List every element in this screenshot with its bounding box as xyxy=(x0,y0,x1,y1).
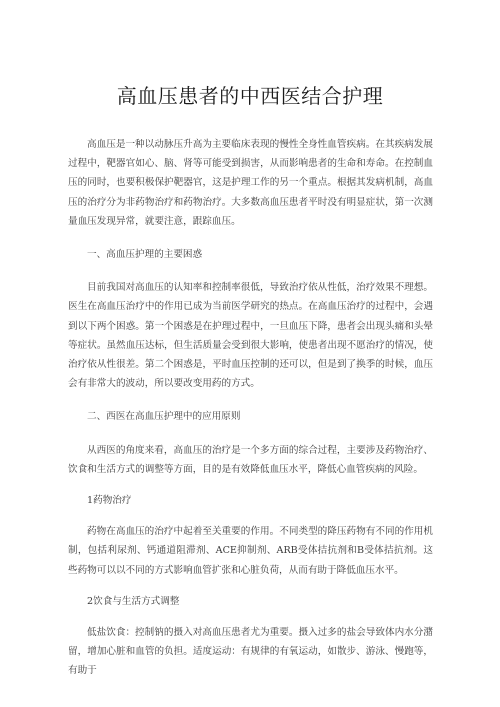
section-2-paragraph: 从西医的角度来看，高血压的治疗是一个多方面的综合过程，主要涉及药物治疗、饮食和生活方式的调整等方面，目的是有效降低血压水平，降低心血管疾病的风险。 xyxy=(68,444,433,475)
section-heading-1: 一、高血压护理的主要困惑 xyxy=(87,249,203,261)
document-title: 高血压患者的中西医结合护理 xyxy=(116,84,384,108)
document-body xyxy=(68,135,433,681)
subsection-heading-1: 1药物治疗 xyxy=(87,495,132,507)
section-heading-2: 二、西医在高血压护理中的应用原则 xyxy=(87,411,241,423)
subsection-2-paragraph: 低盐饮食：控制钠的摄入对高血压患者尤为重要。摄入过多的盐会导致体内水分潴留，增加心脏和血管的负担。适度运动：有规律的有氧运动，如散步、游泳、慢跑等，有助于 xyxy=(68,627,433,677)
subsection-heading-2: 2饮食与生活方式调整 xyxy=(87,595,180,607)
section-1-paragraph: 目前我国对高血压的认知率和控制率很低，导致治疗依从性低，治疗效果不理想。医生在高血压治疗中的作用已成为当前医学研究的热点。在高血压治疗的过程中，会遇到以下两个困惑。第一个困惑是在护理过程中，一旦血压下降，患者会出现头痛和头晕等症状。虽然血压达标，但生活质量会受到很大影响，使患者出现不愿治疗的情况，使治疗依从性很差。第二个困惑是，平时血压控制的还可以，但是到了换季的时候，血压会有非常大的波动，所以要改变用药的方式。 xyxy=(68,282,433,390)
subsection-1-paragraph: 药物在高血压的治疗中起着至关重要的作用。不同类型的降压药物有不同的作用机制，包括利尿剂、钙通道阻滞剂、ACE抑制剂、ARB受体拮抗剂和B受体拮抗剂。这些药物可以以不同的方式影响血管扩张和心脏负荷，从而有助于降低血压水平。 xyxy=(68,526,433,576)
intro-paragraph: 高血压是一种以动脉压升高为主要临床表现的慢性全身性血管疾病。在其疾病发展过程中，靶器官如心、脑、肾等可能受到损害，从而影响患者的生命和寿命。在控制血压的同时，也要积极保护靶器官，这是护理工作的另一个重点。根据其发病机制，高血压的治疗分为非药物治疗和药物治疗。大多数高血压患者平时没有明显症状，第一次测量血压发现异常，就要注意，跟踪血压。 xyxy=(68,139,433,227)
